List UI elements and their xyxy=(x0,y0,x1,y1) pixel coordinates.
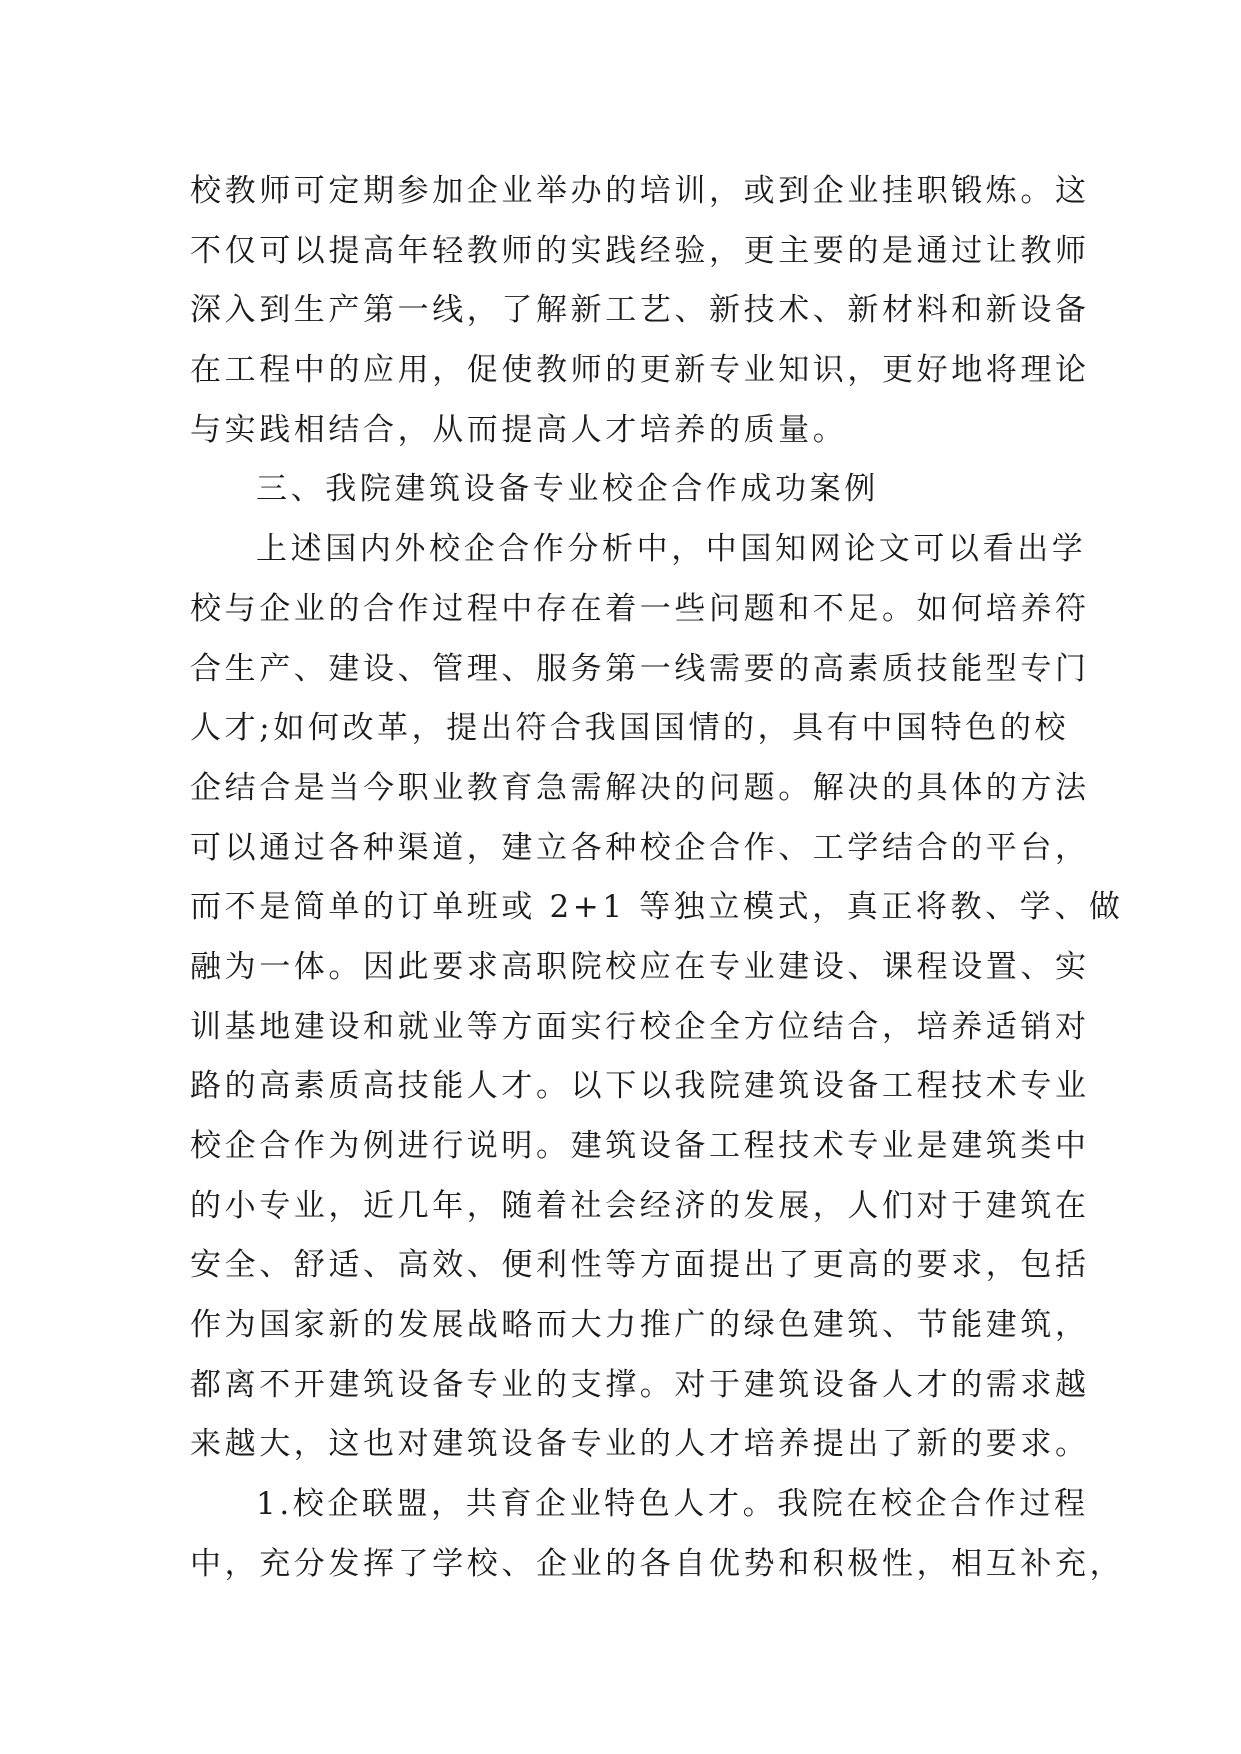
text-line: 合生产、建设、管理、服务第一线需要的高素质技能型专门 xyxy=(190,650,1090,687)
text-line: 企结合是当今职业教育急需解决的问题。解决的具体的方法 xyxy=(190,769,1090,806)
text-line: 安全、舒适、高效、便利性等方面提出了更高的要求，包括 xyxy=(190,1247,1090,1284)
text-line: 深入到生产第一线，了解新工艺、新技术、新材料和新设备 xyxy=(190,292,1090,329)
text-line: 校教师可定期参加企业举办的培训，或到企业挂职锻炼。这 xyxy=(190,173,1090,209)
body-text xyxy=(190,162,1125,1595)
paragraph-start-line: 1.校企联盟，共育企业特色人才。我院在校企合作过程 xyxy=(256,1486,1089,1523)
paragraph-start-line: 上述国内外校企合作分析中，中国知网论文可以看出学 xyxy=(256,531,1087,568)
text-line: 都离不开建筑设备专业的支撑。对于建筑设备人才的需求越 xyxy=(190,1366,1090,1403)
text-line: 来越大，这也对建筑设备专业的人才培养提出了新的要求。 xyxy=(190,1426,1090,1463)
text-line: 可以通过各种渠道，建立各种校企合作、工学结合的平台， xyxy=(190,829,1090,866)
text-line: 不仅可以提高年轻教师的实践经验，更主要的是通过让教师 xyxy=(190,232,1090,269)
text-line: 的小专业，近几年，随着社会经济的发展，人们对于建筑在 xyxy=(190,1187,1090,1224)
text-line: 校企合作为例进行说明。建筑设备工程技术专业是建筑类中 xyxy=(190,1128,1090,1164)
text-line: 在工程中的应用，促使教师的更新专业知识，更好地将理论 xyxy=(190,352,1090,389)
text-line: 训基地建设和就业等方面实行校企全方位结合，培养适销对 xyxy=(190,1008,1090,1045)
paragraph-start-line: 三、我院建筑设备专业校企合作成功案例 xyxy=(256,471,879,508)
text-line: 人才;如何改革，提出符合我国国情的，具有中国特色的校 xyxy=(190,710,1070,747)
text-line: 中，充分发挥了学校、企业的各自优势和积极性，相互补充， xyxy=(190,1545,1125,1582)
text-line: 融为一体。因此要求高职院校应在专业建设、课程设置、实 xyxy=(190,948,1090,985)
text-line: 与实践相结合，从而提高人才培养的质量。 xyxy=(190,411,848,448)
text-line: 校与企业的合作过程中存在着一些问题和不足。如何培养符 xyxy=(190,590,1090,627)
text-line: 路的高素质高技能人才。以下以我院建筑设备工程技术专业 xyxy=(190,1068,1090,1105)
text-line: 作为国家新的发展战略而大力推广的绿色建筑、节能建筑， xyxy=(190,1307,1090,1344)
text-line: 而不是简单的订单班或 2+1 等独立模式，真正将教、学、做 xyxy=(190,889,1124,926)
